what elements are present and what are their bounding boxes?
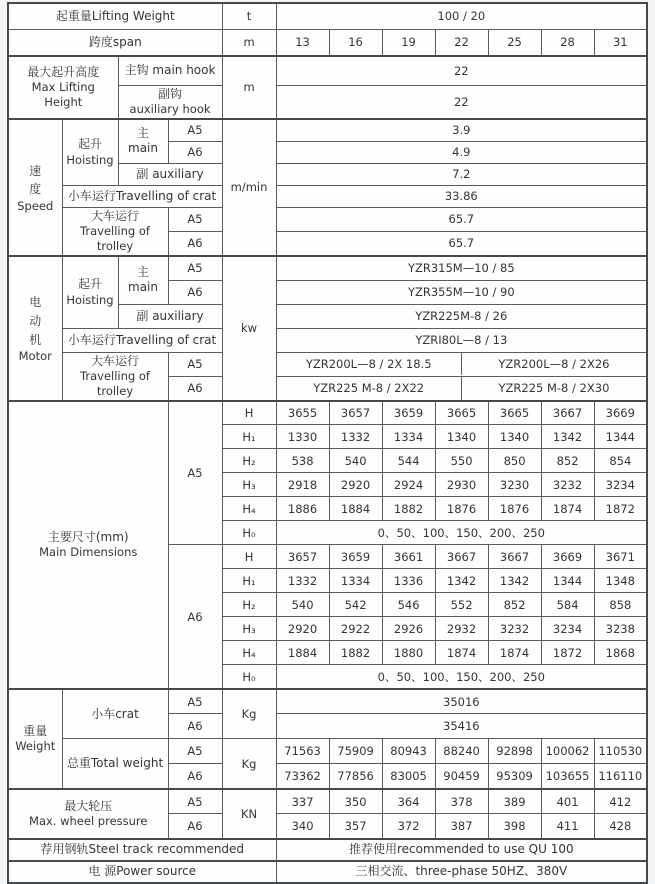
weight-value-cell: 100062 [541, 739, 594, 764]
lifting-weight-value: 100 / 20 [276, 3, 647, 29]
dim-value-cell: 1330 [276, 425, 329, 449]
dim-value-cell: 1342 [541, 425, 594, 449]
dim-value-cell: 3667 [488, 545, 541, 569]
dim-value-cell: 852 [541, 449, 594, 473]
dim-value-cell: 1884 [276, 641, 329, 665]
span-value: 31 [594, 29, 647, 56]
wheel-value-cell: 389 [488, 789, 541, 814]
speed-section-label: 速度 Speed [8, 119, 62, 256]
speed-trolley-a5-row [8, 207, 647, 231]
weight-total-label: 总重Total weight [62, 739, 168, 789]
motor-aux-label: 副 auxiliary [118, 304, 222, 328]
motor-main-a5-row [8, 256, 647, 280]
dim-value-cell: 540 [276, 593, 329, 617]
speed-crab-value: 33.86 [276, 185, 647, 207]
dim-value-cell: 1876 [435, 497, 488, 521]
grade-cell: A5 [168, 689, 222, 714]
wheel-value-cell: 398 [488, 814, 541, 839]
crane-spec-table [7, 2, 648, 884]
dim-value-cell: 538 [276, 449, 329, 473]
dim-value-cell: 3669 [541, 545, 594, 569]
dim-name-cell: H₁ [222, 425, 276, 449]
dim-value-cell: 1874 [435, 641, 488, 665]
dim-value-cell: 3669 [594, 401, 647, 425]
motor-trolley-a6-right: YZR225 M-8 / 2X30 [461, 377, 646, 399]
motor-crab-row [8, 328, 647, 352]
dim-value-cell: 854 [594, 449, 647, 473]
dim-value-cell: 3232 [488, 617, 541, 641]
aux-hook-label: 副钩 auxiliary hook [118, 85, 222, 119]
grade-cell: A6 [168, 232, 222, 256]
dim-name-cell: H₁ [222, 569, 276, 593]
weight-value-cell: 77856 [329, 764, 382, 789]
motor-crab-value: YZRI80L—8 / 13 [276, 328, 647, 352]
wheel-value-cell: 350 [329, 789, 382, 814]
motor-main-label: 主 main [118, 256, 168, 304]
speed-crab-row [8, 185, 647, 207]
weight-crab-a5-row [8, 689, 647, 714]
dim-value-cell: 3657 [276, 545, 329, 569]
dim-value-cell: 3665 [435, 401, 488, 425]
speed-main-a5-value: 3.9 [276, 119, 647, 141]
motor-trolley-a5-values [276, 352, 647, 376]
dim-value-cell: 1334 [329, 569, 382, 593]
speed-crab-label: 小车运行Travelling of crat [62, 185, 222, 207]
dim-value-cell: 1342 [488, 569, 541, 593]
grade-cell: A5 [168, 401, 222, 545]
dims-a5-h-row [8, 401, 647, 425]
dim-name-cell: H₃ [222, 473, 276, 497]
dim-value-cell: 3234 [594, 473, 647, 497]
motor-trolley-a6-values [276, 376, 647, 400]
grade-cell: A5 [168, 119, 222, 141]
power-source-label: 电 源Power source [8, 861, 276, 883]
grade-cell: A5 [168, 789, 222, 814]
dim-value-cell: 2932 [435, 617, 488, 641]
span-value: 28 [541, 29, 594, 56]
aux-hook-value: 22 [276, 85, 647, 119]
motor-trolley-label: 大车运行 Travelling of trolley [62, 352, 168, 401]
dim-value-cell: 1880 [382, 641, 435, 665]
dim-value-cell: 2918 [276, 473, 329, 497]
motor-trolley-a5-row [8, 352, 647, 376]
span-value: 13 [276, 29, 329, 56]
dim-value-cell: 1340 [488, 425, 541, 449]
dim-name-cell: H₄ [222, 497, 276, 521]
motor-crab-label: 小车运行Travelling of crat [62, 328, 222, 352]
dim-name-cell: H₂ [222, 449, 276, 473]
max-height-unit: m [222, 56, 276, 119]
lifting-weight-unit: t [222, 3, 276, 29]
grade-cell: A5 [168, 256, 222, 280]
dim-value-cell: 3230 [488, 473, 541, 497]
motor-trolley-a5-right: YZR200L—8 / 2X26 [461, 353, 646, 375]
motor-unit: kw [222, 256, 276, 401]
motor-trolley-a6-left: YZR225 M-8 / 2X22 [313, 381, 425, 396]
max-height-label: 最大起升高度 Max Lifting Height [8, 56, 118, 119]
dim-value-cell: 1344 [541, 569, 594, 593]
steel-track-value: 推荐使用recommended to use QU 100 [276, 839, 647, 861]
dim-value-cell: 546 [382, 593, 435, 617]
dim-value-cell: 542 [329, 593, 382, 617]
dim-value-cell: 1344 [594, 425, 647, 449]
dim-value-cell: 1336 [382, 569, 435, 593]
wheel-value-cell: 401 [541, 789, 594, 814]
weight-value-cell: 71563 [276, 739, 329, 764]
speed-main-label: 主 main [118, 119, 168, 163]
dim-name-cell: H [222, 545, 276, 569]
speed-main-a5-row [8, 119, 647, 141]
grade-cell: A5 [168, 739, 222, 764]
dim-value-cell: 1868 [594, 641, 647, 665]
motor-trolley-a5-left: YZR200L—8 / 2X 18.5 [305, 357, 432, 372]
dim-h0-value: 0、50、100、150、200、250 [276, 521, 647, 545]
grade-cell: A6 [168, 545, 222, 689]
wheel-value-cell: 337 [276, 789, 329, 814]
wheel-value-cell: 412 [594, 789, 647, 814]
motor-hoisting-label: 起升 Hoisting [62, 256, 118, 328]
power-source-row [8, 861, 647, 883]
main-hook-value: 22 [276, 56, 647, 85]
weight-total-unit: Kg [222, 739, 276, 789]
dim-name-cell: H₃ [222, 617, 276, 641]
dim-value-cell: 1342 [435, 569, 488, 593]
wheel-value-cell: 340 [276, 814, 329, 839]
dim-value-cell: 1876 [488, 497, 541, 521]
dim-value-cell: 2926 [382, 617, 435, 641]
speed-hoisting-label: 起升 Hoisting [62, 119, 118, 185]
span-value: 22 [435, 29, 488, 56]
dim-value-cell: 858 [594, 593, 647, 617]
grade-cell: A6 [168, 714, 222, 739]
dim-value-cell: 3234 [541, 617, 594, 641]
lifting-weight-row [8, 3, 647, 29]
wheel-value-cell: 357 [329, 814, 382, 839]
dim-value-cell: 1884 [329, 497, 382, 521]
wheel-value-cell: 378 [435, 789, 488, 814]
dim-value-cell: 1340 [435, 425, 488, 449]
dim-value-cell: 1882 [382, 497, 435, 521]
weight-crab-unit: Kg [222, 689, 276, 739]
dim-name-cell: H₂ [222, 593, 276, 617]
dim-value-cell: 3671 [594, 545, 647, 569]
weight-total-a5-row [8, 739, 647, 764]
weight-value-cell: 103655 [541, 764, 594, 789]
grade-cell: A6 [168, 376, 222, 400]
weight-value-cell: 110530 [594, 739, 647, 764]
speed-main-a6-value: 4.9 [276, 141, 647, 163]
dim-value-cell: 3667 [541, 401, 594, 425]
dim-value-cell: 3659 [329, 545, 382, 569]
speed-trolley-a6-value: 65.7 [276, 232, 647, 256]
weight-section-label: 重量 Weight [8, 689, 62, 789]
weight-value-cell: 88240 [435, 739, 488, 764]
weight-value-cell: 92898 [488, 739, 541, 764]
main-hook-label: 主钩 main hook [118, 56, 222, 85]
wheel-pressure-a5-row [8, 789, 647, 814]
steel-track-row [8, 839, 647, 861]
wheel-pressure-label: 最大轮压 Max. wheel pressure [8, 789, 168, 839]
span-unit: m [222, 29, 276, 56]
dim-value-cell: 3238 [594, 617, 647, 641]
dim-value-cell: 2930 [435, 473, 488, 497]
weight-value-cell: 116110 [594, 764, 647, 789]
max-height-main-row [8, 56, 647, 85]
weight-crab-label: 小车crat [62, 689, 168, 739]
dim-value-cell: 544 [382, 449, 435, 473]
dim-value-cell: 3655 [276, 401, 329, 425]
grade-cell: A6 [168, 280, 222, 304]
dim-value-cell: 2924 [382, 473, 435, 497]
weight-crab-a6-value: 35416 [276, 714, 647, 739]
weight-value-cell: 83005 [382, 764, 435, 789]
dim-value-cell: 2920 [329, 473, 382, 497]
wheel-value-cell: 428 [594, 814, 647, 839]
speed-aux-label: 副 auxiliary [118, 163, 222, 185]
grade-cell: A5 [168, 352, 222, 376]
grade-cell: A6 [168, 814, 222, 839]
dim-value-cell: 850 [488, 449, 541, 473]
dim-value-cell: 3665 [488, 401, 541, 425]
dim-value-cell: 1348 [594, 569, 647, 593]
dim-name-cell: H₄ [222, 641, 276, 665]
speed-trolley-a5-value: 65.7 [276, 207, 647, 231]
weight-value-cell: 90459 [435, 764, 488, 789]
motor-main-a5-value: YZR315M—10 / 85 [276, 256, 647, 280]
dim-value-cell: 2920 [276, 617, 329, 641]
weight-value-cell: 75909 [329, 739, 382, 764]
lifting-weight-label: 起重量Lifting Weight [8, 3, 222, 29]
dim-value-cell: 552 [435, 593, 488, 617]
motor-aux-value: YZR225M-8 / 26 [276, 304, 647, 328]
dim-value-cell: 584 [541, 593, 594, 617]
dim-value-cell: 1874 [488, 641, 541, 665]
dim-value-cell: 1334 [382, 425, 435, 449]
dim-value-cell: 852 [488, 593, 541, 617]
dim-value-cell: 1872 [594, 497, 647, 521]
dim-value-cell: 1332 [329, 425, 382, 449]
grade-cell: A6 [168, 141, 222, 163]
dim-value-cell: 3659 [382, 401, 435, 425]
power-source-value: 三相交流、three-phase 50HZ、380V [276, 861, 647, 883]
weight-value-cell: 95309 [488, 764, 541, 789]
dim-h0-value: 0、50、100、150、200、250 [276, 665, 647, 689]
dim-value-cell: 3667 [435, 545, 488, 569]
dim-value-cell: 1874 [541, 497, 594, 521]
wheel-value-cell: 372 [382, 814, 435, 839]
dim-value-cell: 3661 [382, 545, 435, 569]
motor-section-label: 电动机 Motor [8, 256, 62, 401]
span-row [8, 29, 647, 56]
wheel-value-cell: 411 [541, 814, 594, 839]
span-label: 跨度span [8, 29, 222, 56]
wheel-pressure-unit: KN [222, 789, 276, 839]
span-value: 19 [382, 29, 435, 56]
speed-trolley-label: 大车运行 Travelling of trolley [62, 207, 168, 256]
dim-value-cell: 1886 [276, 497, 329, 521]
dim-name-cell: H₀ [222, 665, 276, 689]
dim-value-cell: 1882 [329, 641, 382, 665]
wheel-value-cell: 364 [382, 789, 435, 814]
dim-name-cell: H [222, 401, 276, 425]
speed-aux-value: 7.2 [276, 163, 647, 185]
weight-crab-a5-value: 35016 [276, 689, 647, 714]
motor-main-a6-value: YZR355M—10 / 90 [276, 280, 647, 304]
span-value: 25 [488, 29, 541, 56]
dim-value-cell: 2922 [329, 617, 382, 641]
span-value: 16 [329, 29, 382, 56]
steel-track-label: 荐用钢轨Steel track recommended [8, 839, 276, 861]
dimensions-label: 主要尺寸(mm) Main Dimensions [8, 401, 168, 689]
dim-value-cell: 550 [435, 449, 488, 473]
dim-value-cell: 1332 [276, 569, 329, 593]
grade-cell: A6 [168, 764, 222, 789]
dim-value-cell: 3657 [329, 401, 382, 425]
dim-name-cell: H₀ [222, 521, 276, 545]
grade-cell: A5 [168, 207, 222, 231]
wheel-value-cell: 387 [435, 814, 488, 839]
speed-unit: m/min [222, 119, 276, 256]
weight-value-cell: 73362 [276, 764, 329, 789]
dim-value-cell: 3232 [541, 473, 594, 497]
dim-value-cell: 1872 [541, 641, 594, 665]
dim-value-cell: 540 [329, 449, 382, 473]
weight-value-cell: 80943 [382, 739, 435, 764]
